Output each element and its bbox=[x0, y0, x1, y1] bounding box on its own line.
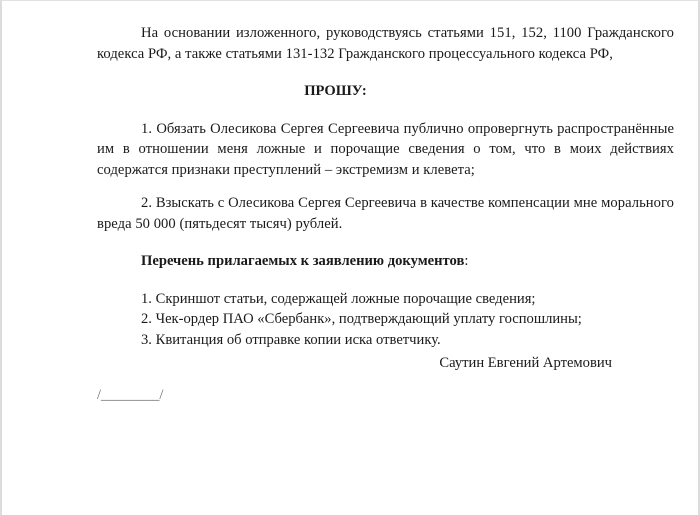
attachments-heading-colon: : bbox=[464, 253, 469, 269]
attachments-heading-text: Перечень прилагаемых к заявлению документов bbox=[141, 253, 465, 269]
signature-block bbox=[97, 353, 674, 403]
list-item: 2. Чек-ордер ПАО «Сбербанк», подтверждающий уплату госпошлины; bbox=[141, 311, 582, 327]
attachments-list bbox=[97, 289, 674, 351]
intro-paragraph: На основании изложенного, руководствуясь статьями 151, 152, 1100 Гражданского кодекса РФ, а также статьями 131-132 Гражданского процессуального кодекса РФ, bbox=[97, 25, 674, 62]
spacer bbox=[97, 234, 674, 251]
request-heading: ПРОШУ: bbox=[304, 83, 367, 99]
document-body bbox=[97, 23, 674, 350]
spacer bbox=[97, 102, 674, 119]
spacer bbox=[97, 272, 674, 289]
spacer bbox=[97, 64, 674, 81]
spacer bbox=[97, 180, 674, 193]
signature-blank-line: /________/ bbox=[97, 387, 164, 403]
signer-name: Саутин Евгений Артемович bbox=[439, 355, 612, 371]
demand-item-1: 1. Обязать Олесикова Сергея Сергеевича публично опровергнуть распространённые им в отношении меня ложные и порочащие сведения о том, что в моих действиях содержатся признаки преступлений – экстремизм и клевета; bbox=[97, 120, 674, 178]
demand-item-2: 2. Взыскать с Олесикова Сергея Сергеевича в качестве компенсации мне морального вреда 50 000 (пятьдесят тысяч) рублей. bbox=[97, 195, 674, 232]
attachments-heading bbox=[97, 251, 674, 272]
list-item: 1. Скриншот статьи, содержащей ложные порочащие сведения; bbox=[141, 290, 536, 307]
list-item: 3. Квитанция об отправке копии иска ответчику. bbox=[141, 331, 441, 348]
